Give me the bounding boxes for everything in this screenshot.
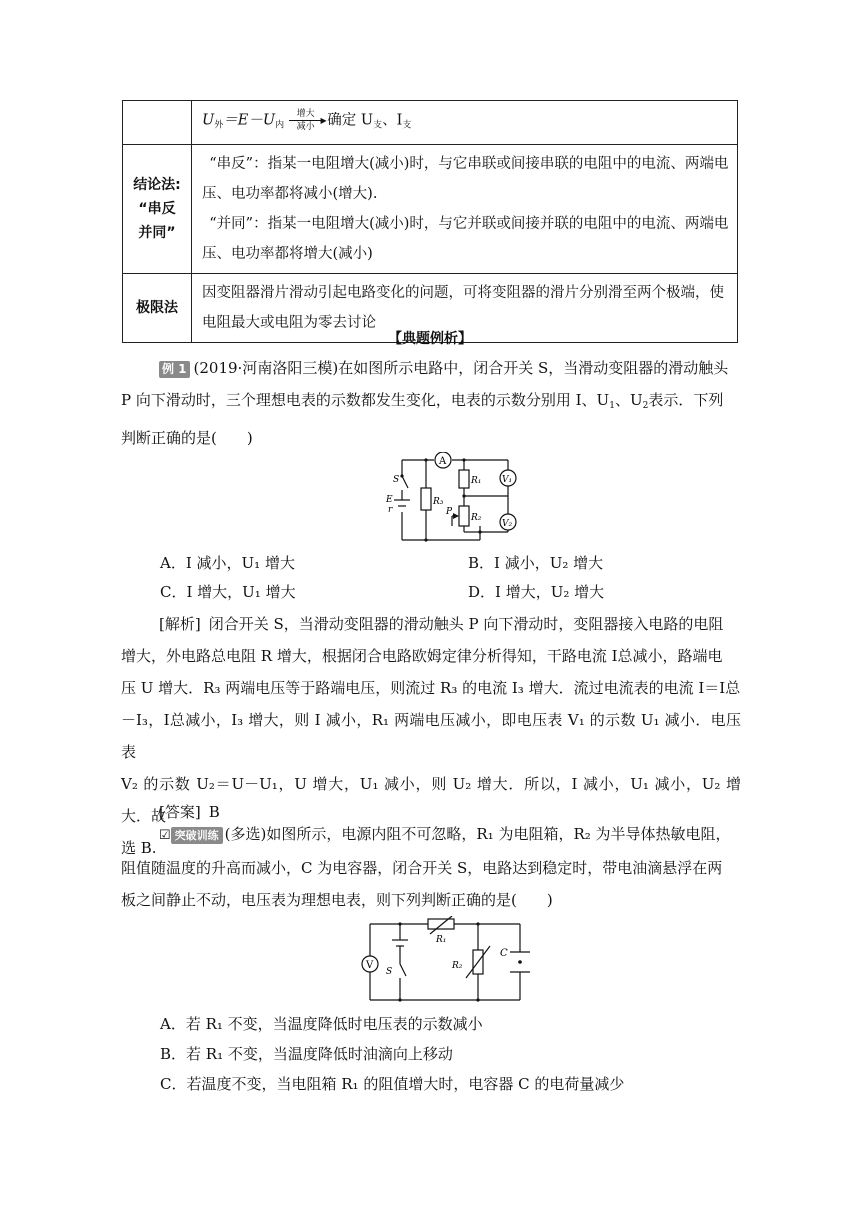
c2-r1-label: R₁ xyxy=(436,935,447,945)
methods-table xyxy=(122,100,738,343)
practice-option-a: A．若 R₁ 不变，当温度降低时电压表的示数减小 xyxy=(160,1015,483,1033)
ex1-answer: [答案] B xyxy=(159,803,220,821)
table-row2-text: 因变阻器滑片滑动引起电路变化的问题，可将变阻器的滑片分别滑至两个极端，使电阻最大或电阻为零去讨论 xyxy=(192,274,738,343)
checkbox-icon: ☑ xyxy=(159,828,171,843)
table-row0-label xyxy=(123,101,192,145)
table-row1-label: 结论法: “串反 并同” xyxy=(123,145,192,274)
increase-decrease-arrow: 增大 ▶ 减小 xyxy=(289,109,323,132)
r1-label: R₁ xyxy=(471,476,482,486)
c2-switch-label: S xyxy=(386,967,393,977)
example1-stem: 例 1 (2019·河南洛阳三模)在如图所示电路中，闭合开关 S，当滑动变阻器的滑动触头 P 向下滑动时，三个理想电表的示数都发生变化，电表的示数分别用 I、$U_1$、$U_2$表示．下列 判断正确的是( ) xyxy=(121,359,729,447)
ex1-option-d: D．I 增大，U₂ 增大 xyxy=(468,583,605,601)
ex1-option-c: C．I 增大，U₁ 增大 xyxy=(160,583,296,601)
table-row1-text: “串反”：指某一电阻增大(减小)时，与它串联或间接串联的电阻中的电流、两端电压、电功率都将减小(增大). “并同”：指某一电阻增大(减小)时，与它并联或间接并联的电阻中的电流、两端电压、电功率都将增大(减小) xyxy=(192,145,738,274)
c2-voltmeter-label: V xyxy=(366,960,374,971)
r2-label: R₂ xyxy=(471,513,482,523)
emf-label: E xyxy=(386,495,393,505)
c2-capacitor-label: C xyxy=(500,948,508,959)
practice-tag: 突破训练 xyxy=(171,827,223,844)
practice-option-b: B．若 R₁ 不变，当温度降低时油滴向上移动 xyxy=(160,1045,453,1063)
ammeter-label: A xyxy=(439,456,447,467)
ex1-analysis: [解析] 闭合开关 S，当滑动变阻器的滑动触头 P 向下滑动时，变阻器接入电路的电阻 增大，外电路总电阻 R 增大，根据闭合电路欧姆定律分析得知，干路电流 I总减小，路端电 压 U 增大．R₃ 两端电压等于路端电压，则流过 R₃ 的电流 I₃ 增大．流过电流表的电流 I＝I总 －I₃，I总减小，I₃ 增大，则 I 减小，R₁ 两端电压减小，即电压表 V₁ 的示数 U₁ 减小．电压表 V₂ 的示数 U₂＝U－U₁，U 增大，U₁ 减小，则 U₂ 增大．所以，I 减小，U₁ 减小，U₂ 增大．故 选 B. xyxy=(121,615,741,857)
table-row0-formula: $U_外=E-U_内$ 增大 ▶ 减小 确定 $U_支$、$I_支$ xyxy=(192,101,738,145)
v1-label: V₁ xyxy=(502,475,513,485)
circuit-diagram-2 xyxy=(330,916,530,1006)
r3-label: R₃ xyxy=(433,497,444,507)
switch-label: S xyxy=(393,475,400,485)
example-tag: 例 1 xyxy=(159,361,190,378)
practice-option-c: C．若温度不变，当电阻箱 R₁ 的阻值增大时，电容器 C 的电荷量减少 xyxy=(160,1075,625,1093)
ex1-option-a: A．I 减小，U₁ 增大 xyxy=(160,554,295,572)
ex1-option-b: B．I 减小，U₂ 增大 xyxy=(468,554,604,572)
internal-r-label: r xyxy=(388,505,393,515)
v2-label: V₂ xyxy=(502,519,513,529)
p-label: P xyxy=(446,507,453,517)
section-heading: 【典题例析】 xyxy=(388,331,472,347)
table-row2-label: 极限法 xyxy=(123,274,192,343)
c2-r2-label: R₂ xyxy=(452,961,463,971)
practice-stem: ☑ 突破训练 (多选)如图所示，电源内阻不可忽略，R₁ 为电阻箱，R₂ 为半导体热敏电阻， 阻值随温度的升高而减小，C 为电容器，闭合开关 S，电路达到稳定时，带电油滴悬浮在两 板之间静止不动，电压表为理想电表，则下列判断正确的是( ) xyxy=(121,825,731,909)
circuit-diagram-1 xyxy=(380,452,520,550)
